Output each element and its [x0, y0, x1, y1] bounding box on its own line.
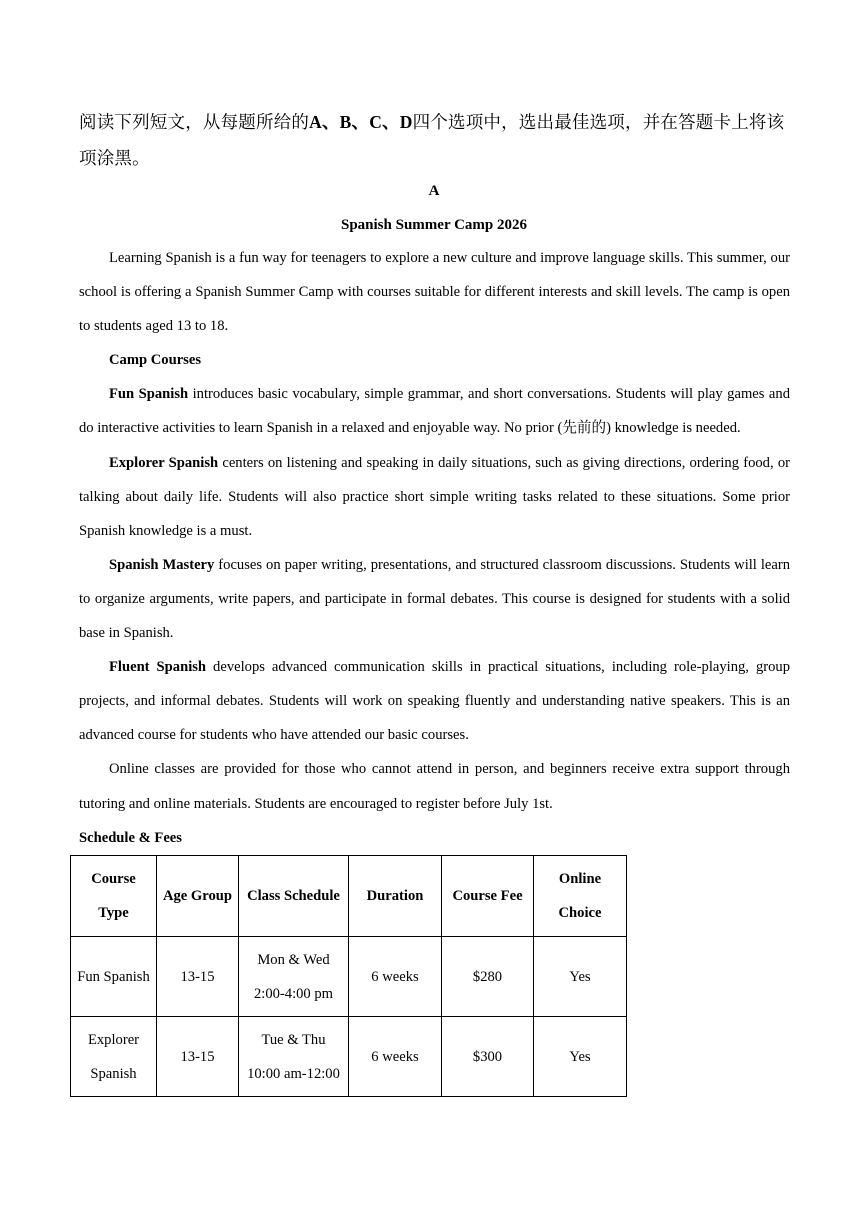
schedule-time: 2:00-4:00 pm	[253, 985, 334, 1002]
cell-schedule	[239, 1017, 349, 1097]
course-name: Spanish Mastery	[109, 556, 215, 573]
cell-schedule	[239, 937, 349, 1017]
schedule-fees-table	[70, 855, 627, 1097]
course-description: introduces basic vocabulary, simple grammar, and short conversations. Students will play games and do interactive activities to learn Spanish in a relaxed and enjoyable way. No prior (先前的) knowledge is needed.	[79, 386, 791, 437]
cell-fee: $280	[442, 937, 534, 1017]
instructions	[79, 104, 791, 176]
cell-age: 13-15	[157, 937, 239, 1017]
schedule-heading: Schedule & Fees	[79, 830, 182, 846]
table-row	[71, 937, 627, 1017]
instructions-part2: 四个选项中，选出最佳选项，并在答题卡上将该项涂黑。	[79, 112, 785, 168]
intro-paragraph: Learning Spanish is a fun way for teenagers to explore a new culture and improve language skills. This summer, our school is offering a Spanish Summer Camp with courses suitable for different interests and skill levels. The camp is open to students aged 13 to 18.	[79, 250, 790, 335]
schedule-time: 10:00 am-12:00	[247, 1065, 340, 1082]
table-header-row	[71, 856, 627, 937]
passage-title: Spanish Summer Camp 2026	[340, 217, 527, 233]
course-name: Fun Spanish	[109, 386, 189, 403]
header-class-schedule: Class Schedule	[239, 856, 349, 937]
header-online-choice: Online Choice	[534, 856, 627, 937]
cell-course: Fun Spanish	[71, 937, 157, 1017]
cell-course: Explorer Spanish	[71, 1017, 157, 1097]
course-name: Explorer Spanish	[109, 454, 219, 471]
table-row	[71, 1017, 627, 1097]
instructions-part1: 阅读下列短文，从每题所给的	[79, 112, 310, 132]
cell-online: Yes	[534, 1017, 627, 1097]
course-description: centers on listening and speaking in daily situations, such as giving directions, ordering food, or talking about daily life. Students will also practice short simple writing tasks related to these situations. Some prior Spanish knowledge is a must.	[79, 454, 790, 539]
course-description: develops advanced communication skills in practical situations, including role-playing, group projects, and informal debates. Students will work on speaking fluently and understanding native speakers. This is an advanced course for students who have attended our basic courses.	[79, 659, 790, 744]
cell-duration: 6 weeks	[349, 937, 442, 1017]
courses-heading: Camp Courses	[109, 352, 202, 369]
section-letter: A	[428, 183, 440, 199]
course-paragraph	[79, 650, 790, 752]
cell-online: Yes	[534, 937, 627, 1017]
schedule-days: Mon & Wed	[257, 951, 330, 968]
header-duration: Duration	[349, 856, 442, 937]
header-course-type: Course Type	[71, 856, 157, 937]
schedule-days: Tue & Thu	[261, 1031, 326, 1048]
closing-paragraph: Online classes are provided for those who cannot attend in person, and beginners receive extra support through tutoring and online materials. Students are encouraged to register before July 1st.	[79, 761, 790, 812]
cell-duration: 6 weeks	[349, 1017, 442, 1097]
cell-fee: $300	[442, 1017, 534, 1097]
course-description: focuses on paper writing, presentations, and structured classroom discussions. Students will learn to organize arguments, write papers, and participate in formal debates. This course is designed for students with a solid base in Spanish.	[79, 556, 790, 642]
course-name: Fluent Spanish	[109, 659, 207, 676]
course-paragraph	[79, 548, 790, 650]
header-age-group: Age Group	[157, 856, 239, 937]
passage-body	[79, 241, 790, 821]
course-paragraph	[79, 446, 790, 548]
header-course-fee: Course Fee	[442, 856, 534, 937]
cell-age: 13-15	[157, 1017, 239, 1097]
course-paragraph	[79, 377, 790, 445]
instructions-options: A、B、C、D	[309, 112, 413, 132]
